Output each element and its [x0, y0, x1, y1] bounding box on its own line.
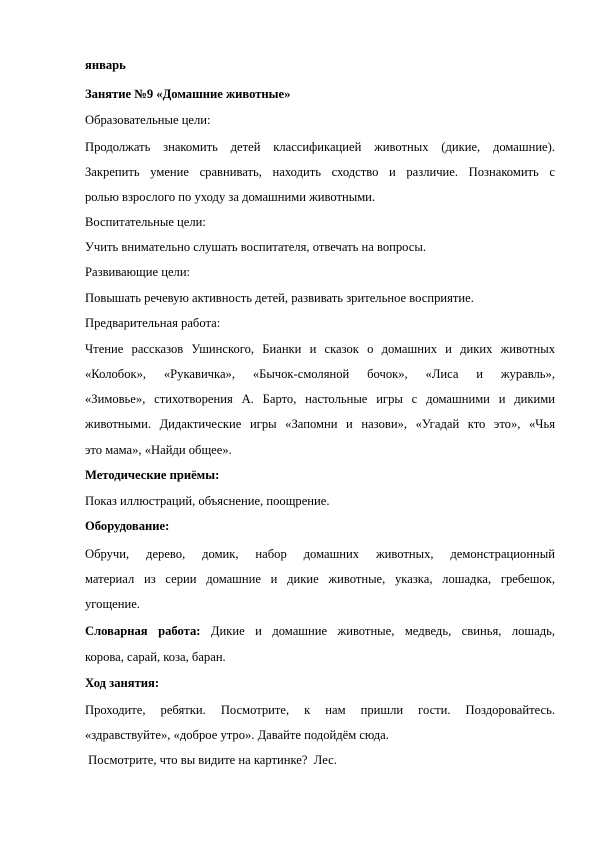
lesson-course-line: Проходите, ребятки. Посмотрите, к нам пришли гости. Поздоровайтесь. — [85, 703, 555, 717]
equipment-line: материал из серии домашние и дикие животные, указка, лошадка, гребешок, — [85, 572, 555, 586]
preliminary-work-line: «Колобок», «Рукавичка», «Бычок-смоляной бочок», «Лиса и журавль», — [85, 367, 555, 381]
methods-line: Показ иллюстраций, объяснение, поощрение. — [85, 494, 330, 508]
preliminary-work-line: Чтение рассказов Ушинского, Бианки и сказок о домашних и диких животных — [85, 342, 555, 356]
month-label: январь — [85, 58, 126, 72]
vocabulary-line: корова, сарай, коза, баран. — [85, 650, 226, 664]
edu-goals-heading: Образовательные цели: — [85, 113, 211, 127]
equipment-line: Обручи, дерево, домик, набор домашних животных, демонстрационный — [85, 547, 555, 561]
lesson-course-line: Посмотрите, что вы видите на картинке? Лес. — [85, 753, 337, 767]
vocabulary-text: Дикие и домашние животные, медведь, свинья, лошадь, — [200, 624, 556, 638]
upbringing-goals-line: Учить внимательно слушать воспитателя, отвечать на вопросы. — [85, 240, 426, 254]
preliminary-work-line: животными. Дидактические игры «Запомни и назови», «Угадай кто это», «Чья — [85, 417, 555, 431]
equipment-line: угощение. — [85, 597, 140, 611]
preliminary-work-line: это мама», «Найди общее». — [85, 443, 232, 457]
lesson-course-heading: Ход занятия: — [85, 676, 160, 690]
developing-goals-line: Повышать речевую активность детей, развивать зрительное восприятие. — [85, 291, 474, 305]
vocabulary-label: Словарная работа: — [85, 624, 201, 638]
lesson-course-line: «здравствуйте», «доброе утро». Давайте подойдём сюда. — [85, 728, 389, 742]
preliminary-work-heading: Предварительная работа: — [85, 316, 221, 330]
vocabulary-line — [85, 623, 555, 639]
lesson-title: Занятие №9 «Домашние животные» — [85, 87, 291, 101]
developing-goals-heading: Развивающие цели: — [85, 265, 191, 279]
equipment-heading: Оборудование: — [85, 519, 170, 533]
edu-goals-line: Закрепить умение сравнивать, находить сходство и различие. Познакомить с — [85, 165, 555, 179]
upbringing-goals-heading: Воспитательные цели: — [85, 215, 206, 229]
preliminary-work-line: «Зимовье», стихотворения А. Барто, настольные игры с домашними и дикими — [85, 392, 555, 406]
edu-goals-line: ролью взрослого по уходу за домашними животными. — [85, 190, 376, 204]
edu-goals-line: Продолжать знакомить детей классификацией животных (дикие, домашние). — [85, 140, 555, 154]
methods-heading: Методические приёмы: — [85, 468, 220, 482]
